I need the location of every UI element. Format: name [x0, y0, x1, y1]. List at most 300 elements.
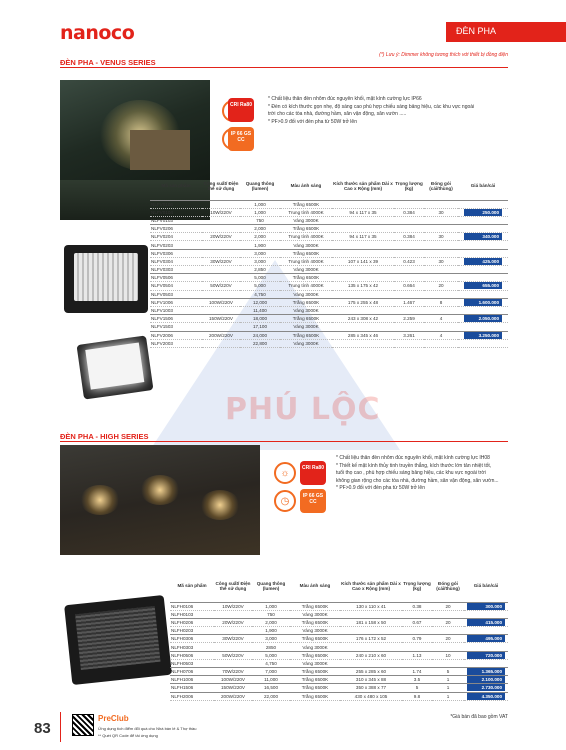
high-section-divider: [60, 441, 508, 442]
qr-note: ** Quét QR Code để tải ứng dụng: [98, 733, 158, 738]
cell-pack: 30: [424, 257, 458, 265]
cell-lumen: 3,000: [240, 249, 280, 257]
cell-price: [458, 241, 508, 249]
cell-weight: [394, 241, 424, 249]
high-price-table: [170, 570, 508, 701]
cell-size: 285 x 345 x 46: [332, 331, 394, 339]
cell-size: 130 x 110 x 41: [340, 602, 402, 610]
cell-size: 135 x 175 x 42: [332, 282, 394, 290]
cell-color: Vàng 3000K: [280, 323, 332, 331]
cell-pack: 20: [424, 282, 458, 290]
cell-pack: 1: [432, 676, 464, 684]
col-header: Quang thông (lumen): [245, 180, 275, 191]
qr-code-icon[interactable]: [72, 714, 94, 736]
cell-power: [202, 274, 240, 282]
cell-price: [464, 602, 508, 610]
cell-lumen: 2,000: [252, 618, 290, 626]
cell-pack: [432, 643, 464, 651]
feature-line: trời cho các tòa nhà, đường hầm, sân vận động, sân vườn .....: [268, 111, 407, 117]
cell-model: NLFH1006: [170, 676, 214, 684]
cell-model: NLFV2006: [150, 331, 202, 339]
table-row: [150, 208, 508, 216]
cell-power: [202, 200, 240, 208]
cell-pack: 1: [432, 684, 464, 692]
cell-power: [202, 323, 240, 331]
table-row: [150, 233, 508, 241]
cell-size: 240 x 210 x 60: [340, 651, 402, 659]
cell-color: Trắng 6500K: [290, 692, 340, 700]
price-tag: 250.000: [464, 209, 502, 216]
cell-model: NLFV0203: [150, 241, 202, 249]
cell-lumen: 1,000: [240, 200, 280, 208]
cell-price: [458, 249, 508, 257]
cell-lumen: 4,750: [240, 290, 280, 298]
table-row: [170, 651, 508, 659]
cell-color: Trắng 6500K: [290, 676, 340, 684]
cell-pack: [424, 249, 458, 257]
col-header: Đóng gói (cái/thùng): [429, 180, 453, 191]
price-tag: 655.000: [464, 282, 502, 289]
cell-price: [464, 668, 508, 676]
cell-color: Trắng 6500K: [290, 668, 340, 676]
cell-weight: [394, 323, 424, 331]
cell-size: [340, 610, 402, 618]
cell-lumen: 5,000: [240, 274, 280, 282]
cell-model: NLFV0304: [150, 257, 202, 265]
cell-power: [202, 241, 240, 249]
cell-color: Trắng 6500K: [280, 274, 332, 282]
cell-weight: 1.467: [394, 298, 424, 306]
cell-pack: [424, 274, 458, 282]
venus-price-table: [150, 172, 508, 348]
cell-lumen: 750: [240, 216, 280, 224]
cell-size: 430 x 480 x 105: [340, 692, 402, 700]
col-header: Trọng lượng (kg): [403, 580, 431, 591]
cell-lumen: 2,000: [240, 225, 280, 233]
cell-price: [464, 676, 508, 684]
table-row: [170, 668, 508, 676]
cell-model: NLFH0506: [170, 651, 214, 659]
cell-color: Vàng 3000K: [290, 659, 340, 667]
table-row: [150, 257, 508, 265]
feature-line: không gian rộng cho các tòa nhà, đường hầm, sân vận động, sân vườn...: [336, 477, 499, 484]
cell-model: NLFH1506: [170, 684, 214, 692]
cell-pack: [432, 610, 464, 618]
cell-weight: [402, 643, 432, 651]
table-row: [150, 306, 508, 314]
cell-power: 10W/220V: [214, 602, 252, 610]
footer-divider: [60, 712, 61, 742]
cell-pack: [424, 290, 458, 298]
cell-price: [464, 659, 508, 667]
table-row: [170, 635, 508, 643]
cell-price: [458, 323, 508, 331]
ip-badge: IP 66 GS CC: [300, 489, 326, 513]
cell-price: [458, 290, 508, 298]
cell-model: NLFH0303: [170, 643, 214, 651]
cell-power: [202, 339, 240, 347]
cell-lumen: 3,000: [252, 635, 290, 643]
cell-size: 181 x 158 x 50: [340, 618, 402, 626]
cell-color: Vàng 3000K: [290, 643, 340, 651]
cell-power: [214, 627, 252, 635]
cell-model: NLFV0506: [150, 274, 202, 282]
table-row: [150, 331, 508, 339]
cell-power: [214, 659, 252, 667]
cell-price: [458, 298, 508, 306]
cell-pack: [432, 659, 464, 667]
price-tag: 2.050.000: [464, 315, 502, 322]
table-row: [150, 290, 508, 298]
table-row: [150, 339, 508, 347]
venus-section-divider: [60, 67, 508, 68]
col-header: Giá bán/cái: [473, 583, 499, 589]
cell-pack: [424, 306, 458, 314]
cell-color: Trắng 6500K: [290, 635, 340, 643]
venus-floodlight-lit-image: [77, 335, 154, 399]
high-scene-image: [60, 445, 260, 555]
cell-pack: [424, 266, 458, 274]
cell-weight: 0.67: [402, 618, 432, 626]
cell-weight: 0.38: [402, 602, 432, 610]
venus-section-title: ĐÈN PHA - VENUS SERIES: [60, 58, 156, 67]
cell-model: NLFH0206: [170, 618, 214, 626]
cell-weight: 3.261: [394, 331, 424, 339]
cell-size: [332, 241, 394, 249]
cell-lumen: 2,850: [240, 266, 280, 274]
cell-power: 200W/220V: [214, 692, 252, 700]
cell-model: NLFV0103: [150, 216, 202, 224]
high-section-title: ĐÈN PHA - HIGH SERIES: [60, 432, 149, 441]
cell-price: [458, 339, 508, 347]
cell-pack: 20: [432, 602, 464, 610]
cell-model: NLFV0206: [150, 225, 202, 233]
watermark-text: PHÚ LỘC: [225, 392, 381, 427]
cell-weight: 2.259: [394, 315, 424, 323]
vat-note: *Giá bán đã bao gồm VAT: [450, 714, 508, 720]
cell-size: [332, 216, 394, 224]
price-tag: 4.350.000: [467, 693, 505, 700]
table-row: [170, 618, 508, 626]
feature-line: * Chất liệu thân đèn nhôm đúc nguyên khối, mặt kính cường lực IP66: [268, 96, 422, 102]
preclub-logo: PreClub: [98, 714, 129, 723]
col-header: Kích thước sản phẩm Dài x Cao x Rộng (mm): [341, 580, 401, 591]
cell-color: Trắng 6500K: [290, 602, 340, 610]
table-row: [170, 643, 508, 651]
cell-weight: [394, 266, 424, 274]
dimmer-note: (*) Lưu ý: Dimmer không tương thích với thiết bị đồng điện: [379, 52, 508, 58]
cell-price: [458, 266, 508, 274]
cell-power: [214, 610, 252, 618]
cell-size: [332, 274, 394, 282]
cell-lumen: 1,000: [252, 602, 290, 610]
cell-size: 255 x 285 x 60: [340, 668, 402, 676]
cell-color: Trắng 6500K: [290, 618, 340, 626]
col-header: Công suất/ Điện thế sử dụng: [215, 580, 251, 591]
price-tag: 3.250.000: [464, 332, 502, 339]
price-tag: 1.365.000: [467, 668, 505, 675]
cell-model: NLFH0706: [170, 668, 214, 676]
price-tag: 340.000: [464, 233, 502, 240]
cell-model: NLFV0303: [150, 266, 202, 274]
cell-size: [332, 306, 394, 314]
cell-pack: 20: [432, 635, 464, 643]
cell-price: [464, 627, 508, 635]
cell-color: Trung tính 4000K: [280, 257, 332, 265]
cell-color: Vàng 3000K: [290, 610, 340, 618]
cell-pack: [424, 241, 458, 249]
cell-model: NLFH0103: [170, 610, 214, 618]
cell-power: [202, 225, 240, 233]
cell-power: [202, 249, 240, 257]
feature-line: * Thiết kế mặt kính thủy tinh truyền thẳng, kích thước lớn tản nhiệt tốt,: [336, 462, 492, 469]
cell-weight: 5: [402, 684, 432, 692]
cell-power: [214, 643, 252, 651]
cell-size: [340, 659, 402, 667]
cell-power: [202, 266, 240, 274]
cell-size: 107 x 141 x 39: [332, 257, 394, 265]
cell-weight: [394, 249, 424, 257]
cell-price: [458, 315, 508, 323]
cell-price: [464, 635, 508, 643]
cell-pack: [424, 216, 458, 224]
cell-lumen: 11,000: [252, 676, 290, 684]
cell-power: 50W/220V: [214, 651, 252, 659]
table-row: [170, 610, 508, 618]
table-row: [150, 266, 508, 274]
cri-badge: CRI Ra80: [228, 98, 254, 122]
table-row: [150, 323, 508, 331]
table-row: [170, 659, 508, 667]
cell-pack: [424, 323, 458, 331]
cell-lumen: 11,400: [240, 306, 280, 314]
feature-line: * PF>0.9 đối với đèn pha từ 50W trở lên: [268, 118, 357, 125]
col-header: Màu ánh sáng: [299, 583, 331, 589]
table-row: [170, 602, 508, 610]
price-tag: 720.000: [467, 652, 505, 659]
cell-model: NLFH2006: [170, 692, 214, 700]
cell-price: [458, 233, 508, 241]
cell-power: [202, 290, 240, 298]
cell-pack: [424, 200, 458, 208]
cell-size: 350 x 388 x 77: [340, 684, 402, 692]
cell-size: [332, 290, 394, 298]
clock-icon: ◷: [274, 490, 296, 512]
cell-power: 100W/220V: [202, 298, 240, 306]
cell-size: [340, 627, 402, 635]
cell-weight: [394, 216, 424, 224]
price-tag: 495.000: [467, 635, 505, 642]
cell-price: [458, 225, 508, 233]
table-row: [170, 676, 508, 684]
cell-power: 10W/220V: [202, 208, 240, 216]
cell-price: [464, 684, 508, 692]
cell-size: [340, 643, 402, 651]
cell-weight: 0.423: [394, 257, 424, 265]
cell-power: 20W/220V: [214, 618, 252, 626]
cell-size: [332, 249, 394, 257]
cell-lumen: 16,500: [252, 684, 290, 692]
cell-weight: [394, 274, 424, 282]
col-header: Đóng gói (cái/thùng): [436, 580, 460, 591]
cell-size: [332, 200, 394, 208]
cell-color: Trắng 6500K: [280, 225, 332, 233]
price-tag: 300.000: [467, 603, 505, 610]
cell-lumen: 2850: [252, 643, 290, 651]
cell-power: 100W/220V: [214, 676, 252, 684]
cell-power: 30W/220V: [202, 257, 240, 265]
cell-color: Trắng 6500K: [280, 298, 332, 306]
cell-lumen: 3,000: [240, 257, 280, 265]
cell-model: NLFV0106: [150, 200, 202, 208]
cell-pack: [424, 339, 458, 347]
cell-color: Trắng 6500K: [280, 331, 332, 339]
table-row: [150, 282, 508, 290]
cell-color: Trắng 6500K: [290, 684, 340, 692]
cell-pack: [424, 225, 458, 233]
cell-power: 150W/220V: [202, 315, 240, 323]
price-tag: 1.600.000: [464, 299, 502, 306]
cell-weight: [394, 306, 424, 314]
cell-lumen: 18,000: [240, 315, 280, 323]
page-number: 83: [34, 720, 51, 737]
cell-weight: 1.74: [402, 668, 432, 676]
table-row: [150, 200, 508, 208]
cell-model: NLFV0503: [150, 290, 202, 298]
cell-color: Vàng 3000K: [280, 216, 332, 224]
table-row: [150, 315, 508, 323]
cell-size: [332, 339, 394, 347]
cell-color: Trắng 6500K: [280, 200, 332, 208]
cell-color: Trắng 6500K: [280, 315, 332, 323]
cell-model: NLFV1006: [150, 298, 202, 306]
cell-price: [458, 331, 508, 339]
cell-weight: 0.384: [394, 208, 424, 216]
table-row: [150, 298, 508, 306]
col-header: Mã sản phẩm: [177, 583, 207, 589]
cell-lumen: 1,900: [240, 241, 280, 249]
cell-power: 200W/220V: [202, 331, 240, 339]
cell-power: 50W/220V: [202, 282, 240, 290]
cri-badge: CRI Ra80: [300, 461, 326, 485]
cell-color: Vàng 3000K: [280, 290, 332, 298]
cell-weight: 9.8: [402, 692, 432, 700]
cell-lumen: 12,000: [240, 298, 280, 306]
cell-power: 70W/220V: [214, 668, 252, 676]
cell-pack: 30: [424, 233, 458, 241]
cell-lumen: 2,000: [240, 233, 280, 241]
table-row: [150, 225, 508, 233]
cell-lumen: 1,900: [252, 627, 290, 635]
cell-size: [332, 225, 394, 233]
cell-price: [458, 306, 508, 314]
high-floodlight-image: [64, 595, 172, 685]
cell-size: [332, 266, 394, 274]
cell-model: NLFV1003: [150, 306, 202, 314]
cell-power: [202, 306, 240, 314]
cell-model: NLFH0306: [170, 635, 214, 643]
cell-price: [458, 200, 508, 208]
cell-size: 176 x 172 x 52: [340, 635, 402, 643]
cell-size: 243 x 308 x 42: [332, 315, 394, 323]
cell-color: Vàng 3000K: [280, 266, 332, 274]
cell-lumen: 5,000: [252, 651, 290, 659]
cell-color: Vàng 3000K: [280, 241, 332, 249]
price-tag: 2.730.000: [467, 684, 505, 691]
feature-line: * Đèn có kích thước gọn nhẹ, độ sáng cao phù hợp chiếu sáng bảng hiệu, các khu vực ngoài: [268, 103, 475, 110]
cell-pack: 1: [432, 692, 464, 700]
cell-model: NLFV2003: [150, 339, 202, 347]
table-row: [170, 692, 508, 700]
cell-pack: 8: [424, 298, 458, 306]
cell-pack: 4: [424, 331, 458, 339]
table-row: [170, 627, 508, 635]
cell-color: Trung tính 4000K: [280, 208, 332, 216]
cell-lumen: 24,000: [240, 331, 280, 339]
cell-weight: 0.79: [402, 635, 432, 643]
cell-price: [458, 282, 508, 290]
cell-model: NLFH0503: [170, 659, 214, 667]
cell-price: [458, 274, 508, 282]
preclub-description: Ứng dụng tích điểm đổi quà cho Nhà bán lẻ & Thợ thầu: [98, 726, 197, 731]
col-header: Quang thông (lumen): [256, 580, 286, 591]
cell-lumen: 7,000: [252, 668, 290, 676]
cell-weight: [394, 225, 424, 233]
cell-weight: [394, 200, 424, 208]
cell-price: [464, 610, 508, 618]
feature-line: * Chất liệu thân đèn nhôm đúc nguyên khối, mặt kính cường lực IH08: [336, 455, 490, 461]
cell-model: NLFV0204: [150, 233, 202, 241]
cell-pack: [432, 627, 464, 635]
cell-model: NLFV0306: [150, 249, 202, 257]
feature-line: tuổi thọ cao , phù hợp chiếu sáng bảng hiệu, các khu vực ngoài trời: [336, 470, 486, 476]
cell-model: NLFV1503: [150, 323, 202, 331]
cell-model: NLFV0104: [150, 208, 202, 216]
cell-pack: 10: [432, 651, 464, 659]
dimmer-icon: ☼: [274, 462, 296, 484]
col-header: Trọng lượng (kg): [395, 180, 423, 191]
cell-size: [332, 323, 394, 331]
cell-price: [464, 651, 508, 659]
cell-weight: [394, 290, 424, 298]
cell-weight: [394, 339, 424, 347]
high-features: [336, 455, 516, 493]
cell-lumen: 5,000: [240, 282, 280, 290]
cell-lumen: 750: [252, 610, 290, 618]
cell-pack: 20: [432, 618, 464, 626]
cell-color: Trắng 6500K: [290, 651, 340, 659]
cell-weight: 3.5: [402, 676, 432, 684]
cell-color: Trắng 6500K: [280, 249, 332, 257]
ip-badge: IP 66 GS CC: [228, 127, 254, 151]
cell-lumen: 22,000: [252, 692, 290, 700]
cell-size: 94 x 117 x 35: [332, 208, 394, 216]
cell-pack: 5: [432, 668, 464, 676]
cell-color: Trung tính 4000K: [280, 233, 332, 241]
cell-weight: 1.13: [402, 651, 432, 659]
table-row: [150, 241, 508, 249]
cell-color: Vàng 3000K: [280, 306, 332, 314]
cell-weight: 0.384: [394, 233, 424, 241]
venus-features: [268, 96, 516, 126]
cell-price: [464, 643, 508, 651]
venus-floodlight-image: [64, 245, 148, 313]
table-row: [170, 684, 508, 692]
cell-price: [458, 208, 508, 216]
cell-model: NLFH0203: [170, 627, 214, 635]
table-row: [150, 249, 508, 257]
cell-lumen: 22,800: [240, 339, 280, 347]
